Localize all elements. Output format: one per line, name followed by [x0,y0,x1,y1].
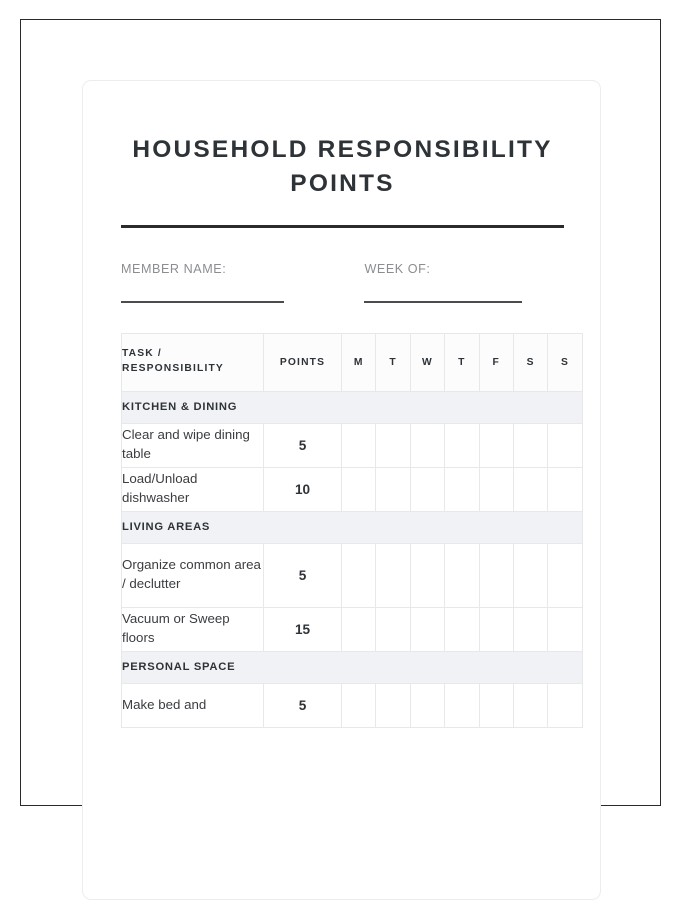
task-points-cell: 10 [264,467,342,511]
column-header-points: POINTS [264,333,342,391]
table-header-row [122,333,583,391]
table-row [122,543,583,607]
task-day-checkbox-cell[interactable] [479,543,513,607]
task-day-checkbox-cell[interactable] [445,683,479,727]
task-day-checkbox-cell[interactable] [376,683,410,727]
table-row [122,607,583,651]
task-day-checkbox-cell[interactable] [410,543,444,607]
task-day-checkbox-cell[interactable] [376,467,410,511]
task-day-checkbox-cell[interactable] [548,467,582,511]
task-day-checkbox-cell[interactable] [548,543,582,607]
table-row [122,423,583,467]
task-day-checkbox-cell[interactable] [513,683,547,727]
task-day-checkbox-cell[interactable] [445,467,479,511]
member-name-field [121,263,364,303]
task-day-checkbox-cell[interactable] [548,683,582,727]
column-header-day-tuesday: T [376,333,410,391]
task-name-cell: Load/Unload dishwasher [122,467,264,511]
table-section-label: PERSONAL SPACE [122,651,583,683]
task-day-checkbox-cell[interactable] [376,423,410,467]
task-day-checkbox-cell[interactable] [342,543,376,607]
task-day-checkbox-cell[interactable] [342,683,376,727]
column-header-day-thursday: T [445,333,479,391]
table-body [122,391,583,727]
task-day-checkbox-cell[interactable] [479,683,513,727]
task-points-cell: 5 [264,423,342,467]
task-day-checkbox-cell[interactable] [342,467,376,511]
task-day-checkbox-cell[interactable] [410,683,444,727]
table-row [122,467,583,511]
task-day-checkbox-cell[interactable] [342,607,376,651]
member-name-input-line[interactable] [121,301,284,302]
task-points-cell: 5 [264,683,342,727]
table-section-row [122,511,583,543]
task-day-checkbox-cell[interactable] [376,543,410,607]
column-header-day-sunday: S [548,333,582,391]
task-day-checkbox-cell[interactable] [548,607,582,651]
task-name-cell: Clear and wipe dining table [122,423,264,467]
table-row [122,683,583,727]
table-section-row [122,391,583,423]
task-day-checkbox-cell[interactable] [445,607,479,651]
week-of-input-line[interactable] [364,301,522,302]
column-header-day-monday: M [342,333,376,391]
task-day-checkbox-cell[interactable] [479,467,513,511]
member-name-label: MEMBER NAME: [121,261,227,276]
column-header-task: TASK / RESPONSIBILITY [122,333,264,391]
table-section-label: LIVING AREAS [122,511,583,543]
task-day-checkbox-cell[interactable] [342,423,376,467]
column-header-day-wednesday: W [410,333,444,391]
week-of-label: WEEK OF: [364,261,431,276]
document-body [83,81,601,728]
task-day-checkbox-cell[interactable] [479,423,513,467]
table-header [122,333,583,391]
task-name-cell: Vacuum or Sweep floors [122,607,264,651]
task-day-checkbox-cell[interactable] [548,423,582,467]
week-of-field [364,263,564,303]
task-day-checkbox-cell[interactable] [410,607,444,651]
task-day-checkbox-cell[interactable] [513,543,547,607]
table-section-label: KITCHEN & DINING [122,391,583,423]
task-day-checkbox-cell[interactable] [513,467,547,511]
task-day-checkbox-cell[interactable] [479,607,513,651]
task-day-checkbox-cell[interactable] [445,423,479,467]
document-card [82,80,601,900]
page-title: HOUSEHOLD RESPONSIBILITY POINTS [132,136,553,197]
task-day-checkbox-cell[interactable] [445,543,479,607]
task-day-checkbox-cell[interactable] [513,423,547,467]
column-header-day-saturday: S [513,333,547,391]
title-divider [121,225,564,228]
task-day-checkbox-cell[interactable] [513,607,547,651]
task-points-cell: 5 [264,543,342,607]
task-day-checkbox-cell[interactable] [410,467,444,511]
meta-fields [121,263,564,303]
task-day-checkbox-cell[interactable] [376,607,410,651]
task-points-cell: 15 [264,607,342,651]
column-header-day-friday: F [479,333,513,391]
task-name-cell: Organize common area / declutter [122,543,264,607]
task-day-checkbox-cell[interactable] [410,423,444,467]
task-name-cell: Make bed and [122,683,264,727]
table-section-row [122,651,583,683]
points-table [121,333,583,728]
